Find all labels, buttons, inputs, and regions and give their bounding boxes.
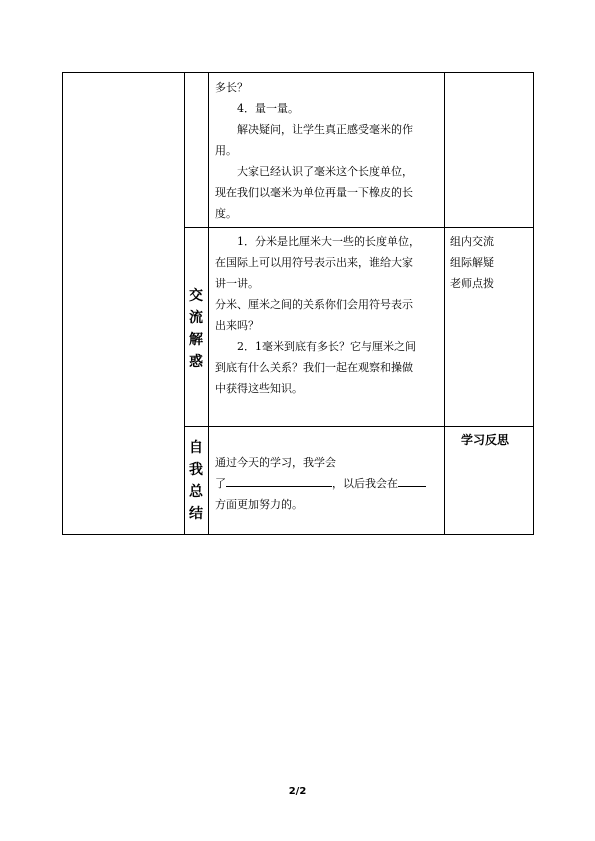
row2-notes [450,231,530,294]
row3-label [185,437,207,525]
row-divider [184,227,533,228]
label-char: 结 [189,506,203,522]
lesson-table [62,72,534,535]
text-line: 分米、厘米之间的关系你们会用符号表示 [215,298,413,311]
text-line: 解决疑问，让学生真正感受毫米的作 [237,123,413,136]
label-char: 惑 [189,354,203,370]
row3-content [215,452,443,515]
text-fragment: 了 [215,477,226,490]
row2-content [215,231,441,399]
text-fragment: ，以后我会在 [332,477,398,490]
column-divider [208,73,209,534]
label-char: 自 [189,440,203,456]
text-line: 度。 [215,207,237,220]
note-item: 老师点拨 [450,277,494,290]
text-line: 4．量一量。 [237,102,299,115]
note-item: 组内交流 [450,235,494,248]
text-line: 方面更加努力的。 [215,498,303,511]
note-item: 组际解疑 [450,256,494,269]
fill-in-blank [226,474,332,487]
column-divider [444,73,445,534]
text-line: 到底有什么关系？我们一起在观察和操做 [215,361,413,374]
text-line: 讲一讲。 [215,277,259,290]
text-line: 大家已经认识了毫米这个长度单位， [237,165,413,178]
text-line: 出来吗？ [215,319,259,332]
text-line: 1．分米是比厘米大一些的长度单位， [237,235,420,248]
text-line: 多长？ [215,81,248,94]
label-char: 总 [189,484,203,500]
text-line: 通过今天的学习，我学会 [215,456,336,469]
row-divider [184,426,533,427]
text-line: 现在我们以毫米为单位再量一下橡皮的长 [215,186,413,199]
row1-content [215,77,441,224]
text-line: 在国际上可以用符号表示出来，谁给大家 [215,256,413,269]
text-line: 2．1毫米到底有多长？它与厘米之间 [237,340,416,353]
page-number: 2/2 [288,786,307,797]
reflection-title: 学习反思 [461,433,510,447]
row2-label [185,285,207,373]
text-line: 中获得这些知识。 [215,382,303,395]
label-char: 我 [189,462,203,478]
fill-in-blank [398,474,426,487]
label-char: 解 [189,332,203,348]
label-char: 流 [189,310,203,326]
text-line [215,473,443,494]
label-char: 交 [189,288,203,304]
text-line: 用。 [215,144,237,157]
